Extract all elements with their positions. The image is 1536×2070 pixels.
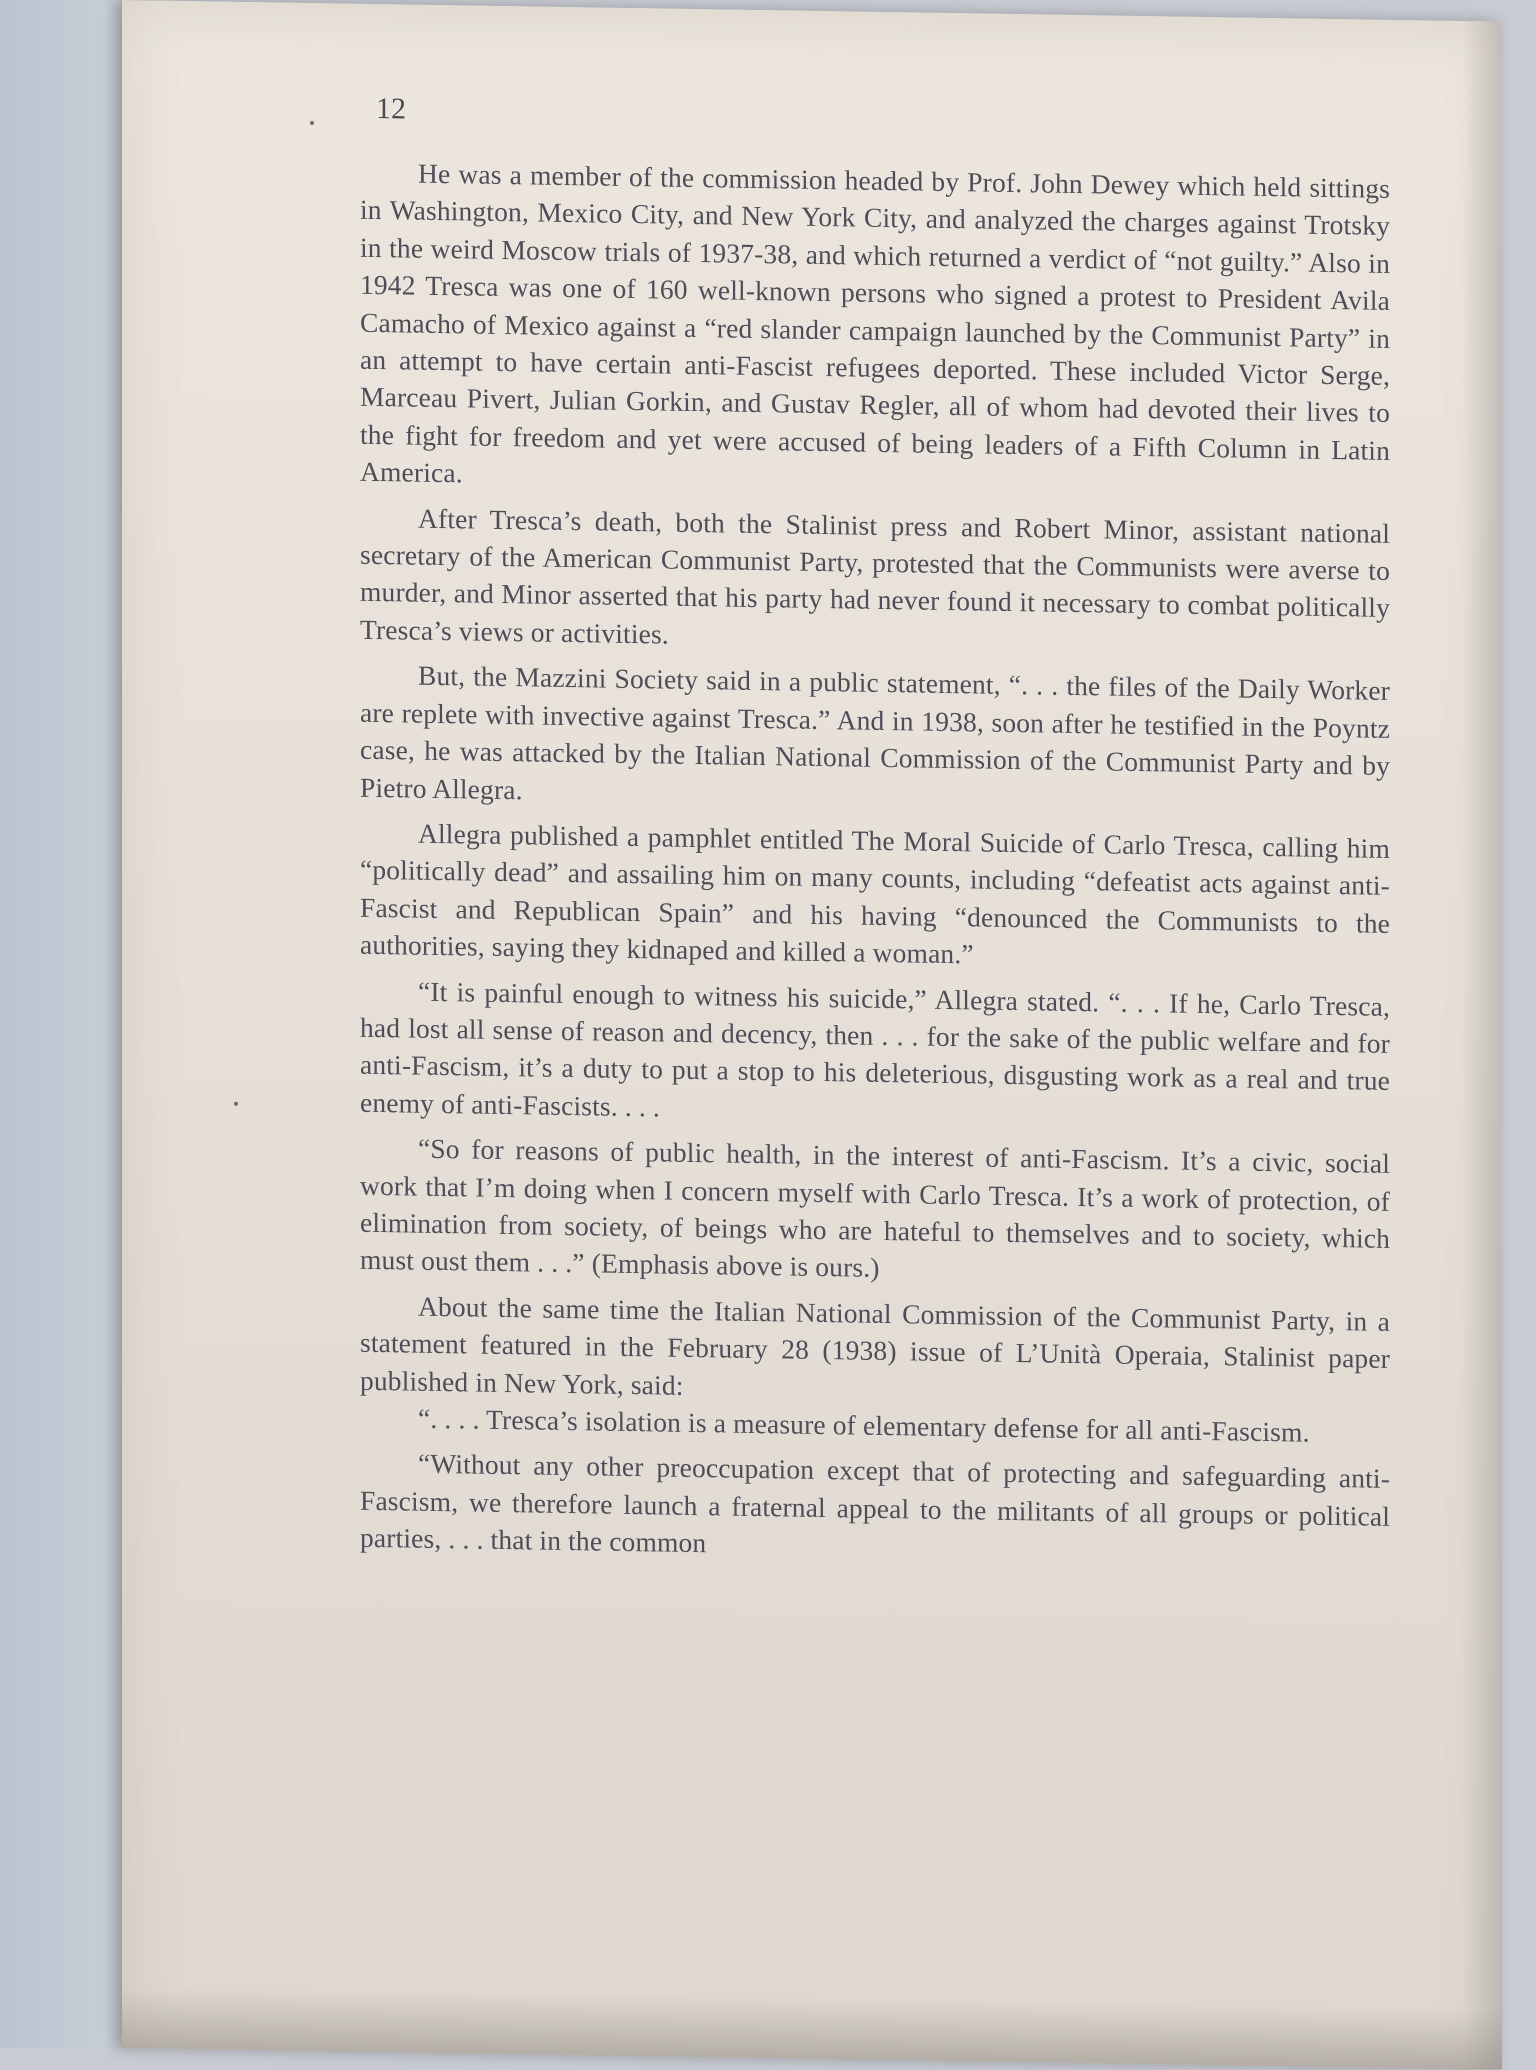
paper-speck [310,121,314,125]
paragraph-unita-operaia: About the same time the Italian National Commission of the Communist Party, in a statement featured in the February 28 (1938) issue of L’Unità Operaia, Stalinist paper published in New York, said: [360,1290,1390,1401]
paragraph-fraternal-appeal: “Without any other preoccupation except that of protecting and safeguarding anti-Fascism, we therefore launch a fraternal appeal to the militants of all groups or political parties, . . . that in the common [360,1448,1390,1559]
paragraph-allegra-pamphlet: Allegra published a pamphlet entitled The Moral Suicide of Carlo Tresca, calling him “politically dead” and assailing him on many counts, including “defeatist acts against anti-Fascist and Republican Spain” and his having “denounced the Communists to the authorities, saying they kidnaped and killed a woman.” [360,817,1390,970]
paragraph-tresca-death: After Tresca’s death, both the Stalinist press and Robert Minor, assistant national secretary of the American Communist Party, protested that the Communists were averse to murder, and Minor asserted that his party had never found it necessary to combat politically Tresca’s views or activities. [360,502,1390,650]
paragraph-allegra-quote: “It is painful enough to witness his suicide,” Allegra stated. “. . . If he, Carlo Tresca, had lost all sense of reason and decency, then . . . for the sake of the public welfare and for anti-Fascism, it’s a duty to put a stop to his deleterious, disgusting work as a real and true enemy of anti-Fascists. . . . [360,975,1390,1123]
paragraph-dewey-commission: He was a member of the commission headed by Prof. John Dewey which held sittings in Washington, Mexico City, and New York City, and analyzed the charges against Trotsky in the weird Moscow trials of 1937-38, and which returned a verdict of “not guilty.” Also in 1942 Tresca was one of 160 well-known persons who signed a protest to President Avila Camacho of Mexico against a “red slander campaign launched by the Communist Party” in an attempt to have certain anti-Fascist refugees deported. These included Victor Serge, Marceau Pivert, Julian Gorkin, and Gustav Regler, all of whom had devoted their lives to the fight for freedom and yet were accused of being leaders of a Fifth Column in Latin America. [360,157,1390,489]
page-edge-shadow [1462,21,1502,2070]
paragraph-mazzini-society: But, the Mazzini Society said in a public statement, “. . . the files of the Daily Worker are replete with invective against Tresca.” And in 1938, soon after he testified in the Poyntz case, he was attacked by the Italian National Commission of the Communist Party and by Pietro Allegra. [360,659,1390,805]
paragraph-isolation-quote: “. . . . Tresca’s isolation is a measure of elementary defense for all anti-Fascism. [418,1402,1310,1448]
paper-speck [234,1102,238,1106]
page-number: 12 [376,91,406,126]
paragraph-public-health-quote: “So for reasons of public health, in the interest of anti-Fascism. It’s a civic, social work that I’m doing when I concern myself with Carlo Tresca. It’s a work of protection, of elimination from society, of beings who are hateful to themselves and to society, which must oust them . . .” (Emphasis above is ours.) [360,1132,1390,1284]
document-page [122,0,1502,2070]
body-text [360,154,1390,1581]
page-bottom-shadow [122,1988,1502,2070]
